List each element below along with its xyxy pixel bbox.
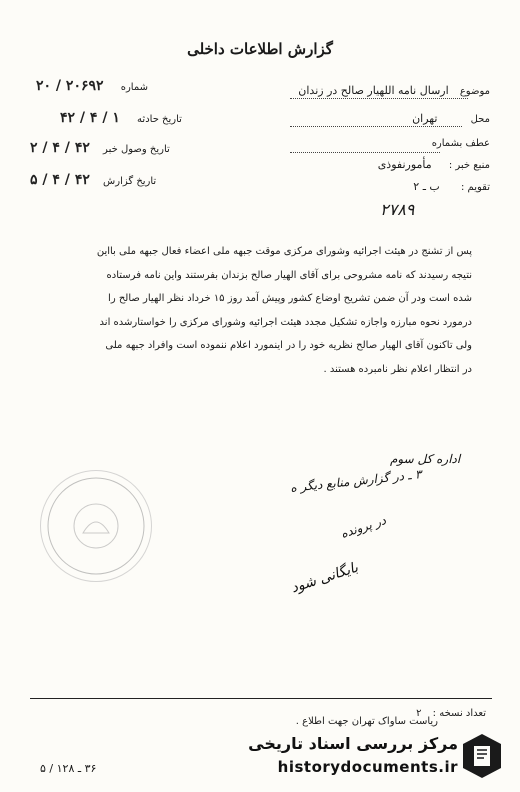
number-field xyxy=(36,78,148,94)
incident-date-label: تاریخ حادثه xyxy=(137,114,182,125)
reference-row xyxy=(432,138,490,149)
archive-emblem-icon xyxy=(460,732,504,780)
document-title: گزارش اطلاعات داخلی xyxy=(187,40,333,58)
calendar-label: تقویم xyxy=(467,182,490,193)
report-body xyxy=(60,240,472,381)
incident-date-value: ۱ / ۴ / ۴۲ xyxy=(60,110,120,126)
subject-value: ارسال نامه اللهیار صالح در زندان xyxy=(298,84,449,97)
recipient-line: ریاست ساواک تهران جهت اطلاع . xyxy=(295,716,438,727)
place-row xyxy=(412,112,490,125)
reference-label: عطف بشماره xyxy=(431,138,490,149)
source-value: مأمورنفوذی xyxy=(377,158,432,171)
subject-row xyxy=(298,84,490,97)
watermark-org-name: مرکز بررسی اسناد تاریخی xyxy=(248,734,458,753)
place-line xyxy=(290,126,462,127)
body-line: ولی تاکنون آقای الهیار صالح نظریه خود را در اینمورد اعلام ننموده است وافراد جبهه ملی xyxy=(105,340,472,351)
report-date-value: ۴۲ / ۴ / ۵ xyxy=(30,172,90,188)
place-value: تهران xyxy=(412,112,438,125)
body-line: نتیجه رسیدند که نامه مشروحی برای آقای الهیار صالح بزندان بفرستند واین نامه فرستاده xyxy=(106,269,472,281)
number-value: ۲۰۶۹۲ / ۲۰ xyxy=(36,78,104,94)
report-date-label: تاریخ گزارش xyxy=(103,176,157,187)
seal-stamp xyxy=(40,470,152,582)
body-line: درمورد نحوه مبارزه واجازه تشکیل مجدد هیئت اجرائیه وشورای مرکزی را خواستارشده اند xyxy=(99,316,472,328)
handwritten-archive-number: ۲۷۸۹ xyxy=(380,200,415,219)
calendar-row: تقویم : ب ـ ۲ xyxy=(413,180,490,193)
report-date-field xyxy=(30,172,156,188)
handwritten-note-3: در پرونده xyxy=(338,513,388,541)
reference-line xyxy=(290,152,440,153)
place-label: محل xyxy=(470,114,490,125)
handwritten-note-4: بایگانی شود xyxy=(289,559,361,597)
handwritten-note-1: اداره کل سوم xyxy=(390,452,461,466)
received-date-field xyxy=(30,140,170,156)
watermark-url: historydocuments.ir xyxy=(277,758,458,776)
seal-emblem-icon xyxy=(41,471,151,581)
footer-divider xyxy=(30,698,492,699)
source-label: منبع خبر xyxy=(455,160,490,171)
body-line: در انتظار اعلام نظر نامبرده هستند . xyxy=(323,363,472,375)
handwritten-note-2: ۳ ـ در گزارش منابع دیگر ه xyxy=(289,467,423,495)
received-date-value: ۴۲ / ۴ / ۲ xyxy=(30,140,90,156)
copies-value: ۲ xyxy=(416,708,422,719)
subject-label: موضوع xyxy=(459,86,490,97)
source-row: منبع خبر : مأمورنفوذی xyxy=(377,158,490,171)
received-date-label: تاریخ وصول خبر xyxy=(103,144,170,155)
body-line: پس از تشنج در هیئت اجرائیه وشورای مرکزی موقت جبهه ملی اعضاء فعال جبهه ملی بااین xyxy=(96,246,472,257)
copies-label: تعداد نسخه : xyxy=(432,708,486,719)
incident-date-field xyxy=(60,110,182,126)
number-label: شماره xyxy=(120,82,148,93)
document-code: ۳۶ ـ ۱۲۸ / ۵ xyxy=(40,762,97,775)
calendar-value: ب ـ ۲ xyxy=(413,180,440,193)
body-line: شده است ودر آن ضمن تشریح اوضاع کشور وپیش آمد روز ۱۵ خرداد نظر الهیار صالح را xyxy=(108,293,472,304)
archive-watermark xyxy=(238,728,504,788)
subject-line xyxy=(290,98,468,99)
